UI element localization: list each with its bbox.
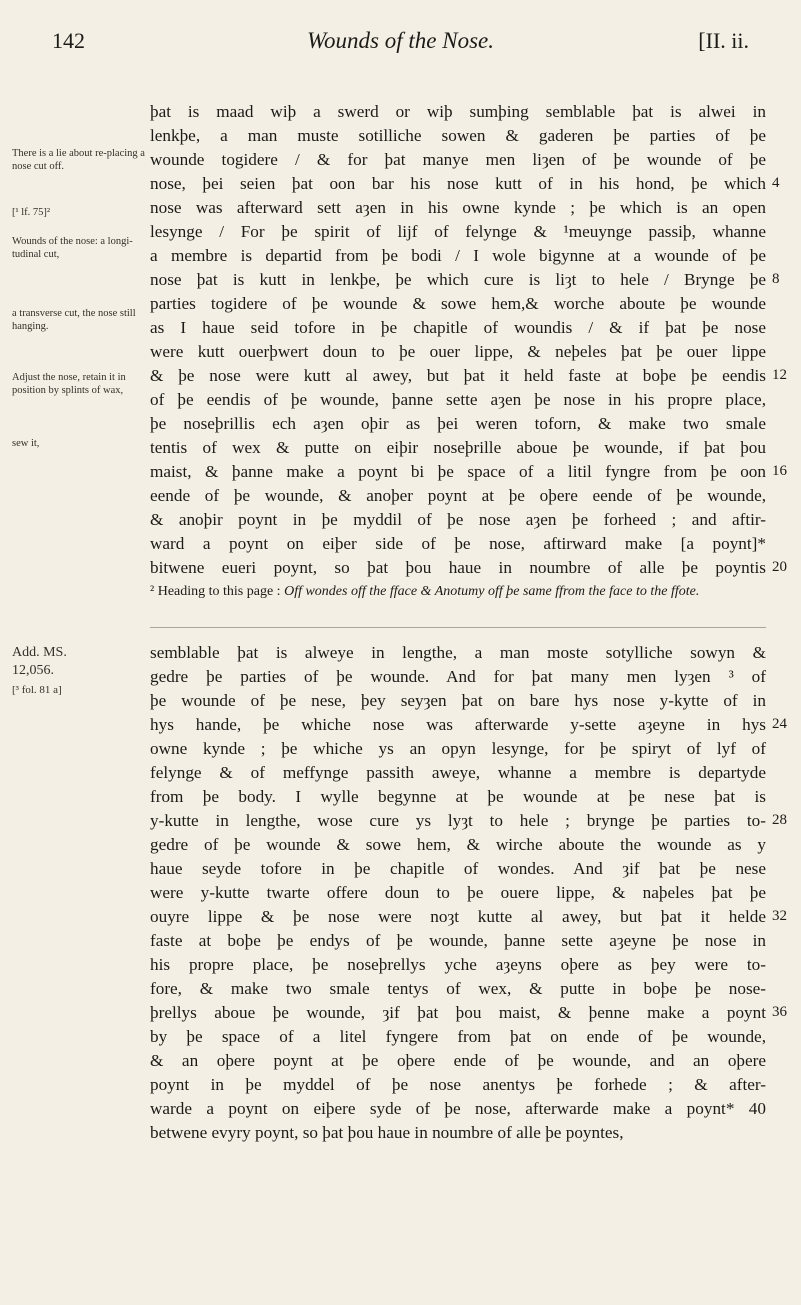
main-line-2: lenkþe, a man muste sotilliche sowen & gaderen þe parties of þe	[150, 126, 766, 145]
ms-line-number-36: 36	[772, 1004, 787, 1020]
ms-line-5: owne kynde ; þe whiche ys an opyn lesynge, for þe spiryt of lyf of	[150, 739, 766, 758]
ms-line-9: gedre of þe wounde & sowe hem, & wirche aboute the wounde as y	[150, 835, 766, 854]
main-line-19: ward a poynt on eiþer side of þe nose, aftirward make [a poynt]*	[150, 534, 766, 553]
main-line-11: were kutt ouerþwert doun to þe ouer lippe, & neþeles þat þe ouer lippe	[150, 342, 766, 361]
main-line-10: as I haue seid tofore in þe chapitle of woundis / & if þat þe nose	[150, 318, 766, 337]
main-line-20: bitwene eueri poynt, so þat þou haue in noumbre of alle þe poyntis	[150, 558, 766, 577]
ms-line-12: ouyre lippe & þe nose were noȝt kutte al awey, but þat it helde	[150, 907, 766, 926]
ms-line-1: semblable þat is alweye in lengthe, a man moste sotylliche sowyn &	[150, 643, 766, 662]
main-line-13: of þe eendis of þe wounde, þanne sette aȝen þe nose in his propre place,	[150, 390, 766, 409]
ms-line-17: by þe space of a litel fyngere from þat on ende of þe wounde,	[150, 1027, 766, 1046]
ms-label: Add. MS.	[12, 645, 67, 660]
main-line-1: þat is maad wiþ a swerd or wiþ sumþing semblable þat is alwei in	[150, 102, 766, 121]
side-note-lie: There is a lie about re-placing a nose cut off.	[12, 148, 145, 172]
side-note-wounds-of-nose: Wounds of the nose: a longi-tudinal cut,	[12, 236, 133, 260]
line-number-20: 20	[772, 559, 787, 575]
section-marker: [II. ii.	[698, 28, 749, 53]
ms-line-10: haue seyde tofore in þe chapitle of wondes. And ȝif þat þe nese	[150, 859, 766, 878]
ms-line-14: his propre place, þe noseþrellys yche aȝeyns oþere as þey were to-	[150, 955, 766, 974]
ms-line-8: y-kutte in lengthe, wose cure ys lyȝt to hele ; brynge þe parties to-	[150, 811, 766, 830]
ms-line-11: were y-kutte twarte offere doun to þe ouere lippe, & naþeles þat þe	[150, 883, 766, 902]
ms-line-6: felynge & of meffynge passith aweye, whanne a membre is departyde	[150, 763, 766, 782]
main-line-3: wounde togidere / & for þat manye men liȝen of þe wounde of þe	[150, 150, 766, 169]
line-number-8: 8	[772, 271, 780, 287]
page-header	[0, 28, 801, 62]
main-line-12: & þe nose were kutt al awey, but þat it held faste at boþe þe eendis	[150, 366, 766, 385]
main-line-18: & anoþir poynt in þe myddil of þe nose aȝen þe forheed ; and aftir-	[150, 510, 766, 529]
ms-line-3: þe wounde of þe nese, þey seyȝen þat on bare hys nose y-kytte of in	[150, 691, 766, 710]
main-line-16: maist, & þanne make a poynt bi þe space of a litil fyngre from þe oon	[150, 462, 766, 481]
ms-folio: [³ fol. 81 a]	[12, 684, 62, 696]
ms-line-19: poynt in þe myddel of þe nose anentys þe forhede ; & after-	[150, 1075, 766, 1094]
ms-line-21: betwene evyry poynt, so þat þou haue in noumbre of alle þe poyntes,	[150, 1123, 624, 1142]
main-line-15: tentis of wex & putte on eiþir noseþrille aboue þe wounde, if þat þou	[150, 438, 766, 457]
side-note-sew: sew it,	[12, 438, 40, 449]
ms-line-number-28: 28	[772, 812, 787, 828]
main-line-7: a membre is departid from þe bodi / I wole bigynne at a wounde of þe	[150, 246, 766, 265]
main-line-6: lesynge / For þe spirit of lijf of felynge & ¹meuynge passiþ, whanne	[150, 222, 766, 241]
line-number-12: 12	[772, 367, 787, 383]
ms-line-16: þrellys aboue þe wounde, ȝif þat þou maist, & þenne make a poynt	[150, 1003, 766, 1022]
main-line-5: nose was afterward sett aȝen in his owne kynde ; þe which is an open	[150, 198, 766, 217]
ms-number: 12,056.	[12, 663, 54, 678]
running-title: Wounds of the Nose.	[307, 28, 494, 53]
ms-line-15: fore, & make two smale tentys of wex, & putte in boþe þe nose-	[150, 979, 766, 998]
ms-line-number-24: 24	[772, 716, 787, 732]
footnote-mark: ²	[150, 584, 155, 599]
page-number: 142	[52, 28, 85, 53]
line-number-4: 4	[772, 175, 780, 191]
side-note-leaf-ref: [¹ lf. 75]²	[12, 207, 51, 218]
ms-line-4: hys hande, þe whiche nose was afterwarde y-sette aȝeyne in hys	[150, 715, 766, 734]
footnote-heading: Off wondes off the fface & Anotumy off þe same ffrom the face to the ffote.	[284, 584, 700, 599]
side-note-transverse-cut: a transverse cut, the nose still hanging.	[12, 308, 136, 332]
main-line-17: eende of þe wounde, & anoþer poynt at þe oþere eende of þe wounde,	[150, 486, 766, 505]
ms-line-number-32: 32	[772, 908, 787, 924]
main-line-14: þe noseþrillis ech aȝen oþir as þei weren toforn, & make two smale	[150, 414, 766, 433]
footnote	[150, 583, 766, 601]
main-line-4: nose, þei seien þat oon bar his nose kutt of in his hond, þe which	[150, 174, 766, 193]
ms-line-18: & an oþere poynt at þe oþere ende of þe wounde, and an oþere	[150, 1051, 766, 1070]
ms-line-7: from þe body. I wylle begynne at þe wounde at þe nese þat is	[150, 787, 766, 806]
section-divider	[150, 627, 766, 628]
ms-line-13: faste at boþe þe endys of þe wounde, þanne sette aȝeyne þe nose in	[150, 931, 766, 950]
main-line-8: nose þat is kutt in lenkþe, þe which cure is liȝt to hele / Brynge þe	[150, 270, 766, 289]
ms-line-20: warde a poynt on eiþere syde of þe nose, afterwarde make a poynt* 40	[150, 1099, 766, 1118]
side-note-adjust-nose: Adjust the nose, retain it in position by splints of wax,	[12, 372, 126, 396]
main-line-9: parties togidere of þe wounde & sowe hem,& worche aboute þe wounde	[150, 294, 766, 313]
footnote-text: Heading to this page :	[157, 584, 281, 599]
ms-line-2: gedre þe parties of þe wounde. And for þat many men lyȝen ³ of	[150, 667, 766, 686]
line-number-16: 16	[772, 463, 787, 479]
